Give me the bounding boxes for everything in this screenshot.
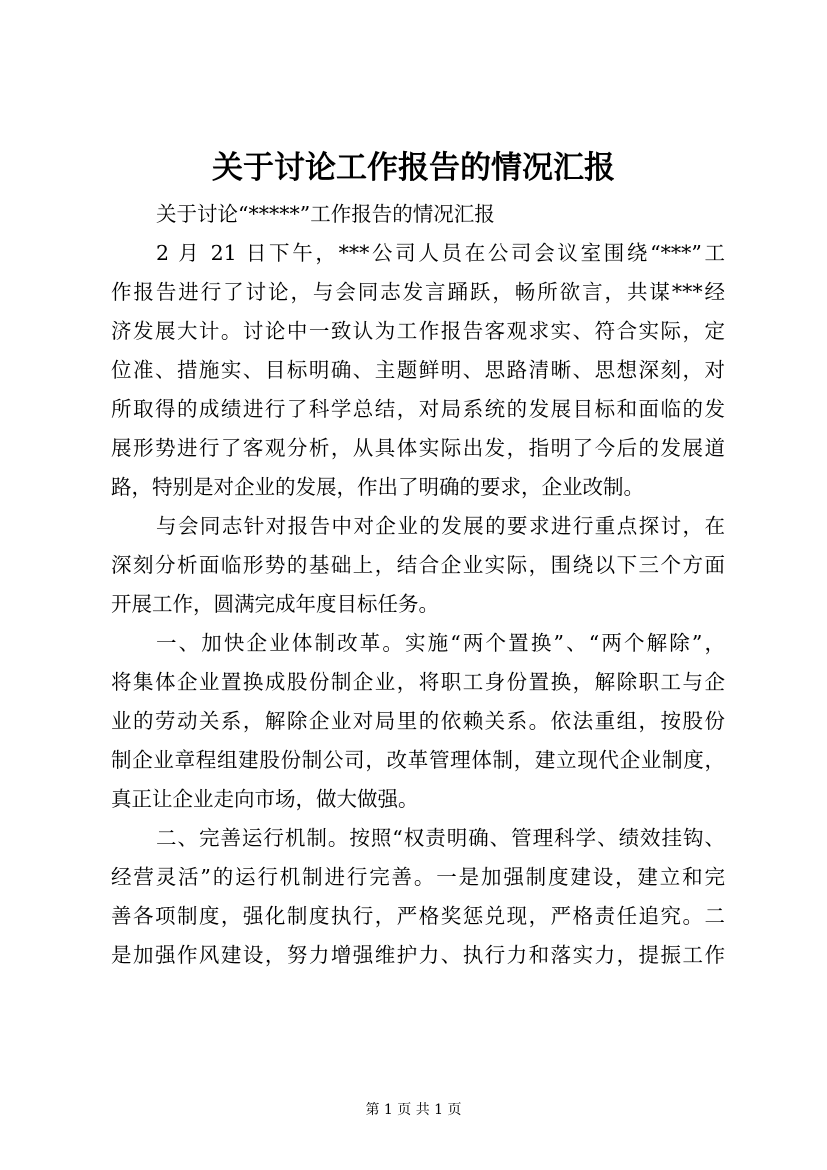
body-line: 所取得的成绩进行了科学总结，对局系统的发展目标和面临的发 <box>111 397 725 421</box>
body-line: 开展工作，圆满完成年度目标任务。 <box>111 592 439 616</box>
body-line: 二、完善运行机制。按照“权责明确、管理科学、绩效挂钩、 <box>156 826 725 850</box>
body-line: 关于讨论“*****”工作报告的情况汇报 <box>156 202 495 226</box>
body-line: 2 月 21 日下午，***公司人员在公司会议室围绕“***”工 <box>156 241 725 265</box>
body-line: 位准、措施实、目标明确、主题鲜明、思路清晰、思想深刻，对 <box>111 358 725 382</box>
document-title: 关于讨论工作报告的情况汇报 <box>212 150 615 186</box>
page-footer: 第 1 页 共 1 页 <box>365 1102 462 1118</box>
body-line: 深刻分析面临形势的基础上，结合企业实际，围绕以下三个方面 <box>111 553 725 577</box>
body-line: 路，特别是对企业的发展，作出了明确的要求，企业改制。 <box>111 475 644 499</box>
body-line: 制企业章程组建股份制公司，改革管理体制，建立现代企业制度， <box>111 748 725 772</box>
body-line: 一、加快企业体制改革。实施“两个置换”、“两个解除”， <box>156 631 725 655</box>
document-body <box>111 195 725 975</box>
body-line: 经营灵活”的运行机制进行完善。一是加强制度建设，建立和完 <box>111 865 725 889</box>
body-line: 善各项制度，强化制度执行，严格奖惩兑现，严格责任追究。二 <box>111 904 725 928</box>
body-line: 业的劳动关系，解除企业对局里的依赖关系。依法重组，按股份 <box>111 709 725 733</box>
body-line: 与会同志针对报告中对企业的发展的要求进行重点探讨，在 <box>156 514 725 538</box>
body-line: 将集体企业置换成股份制企业，将职工身份置换，解除职工与企 <box>111 670 725 694</box>
body-line: 真正让企业走向市场，做大做强。 <box>111 787 419 811</box>
body-line: 是加强作风建设，努力增强维护力、执行力和落实力，提振工作 <box>111 943 725 967</box>
body-line: 济发展大计。讨论中一致认为工作报告客观求实、符合实际，定 <box>111 319 725 343</box>
body-line: 展形势进行了客观分析，从具体实际出发，指明了今后的发展道 <box>111 436 725 460</box>
body-line: 作报告进行了讨论，与会同志发言踊跃，畅所欲言，共谋***经 <box>111 280 725 304</box>
